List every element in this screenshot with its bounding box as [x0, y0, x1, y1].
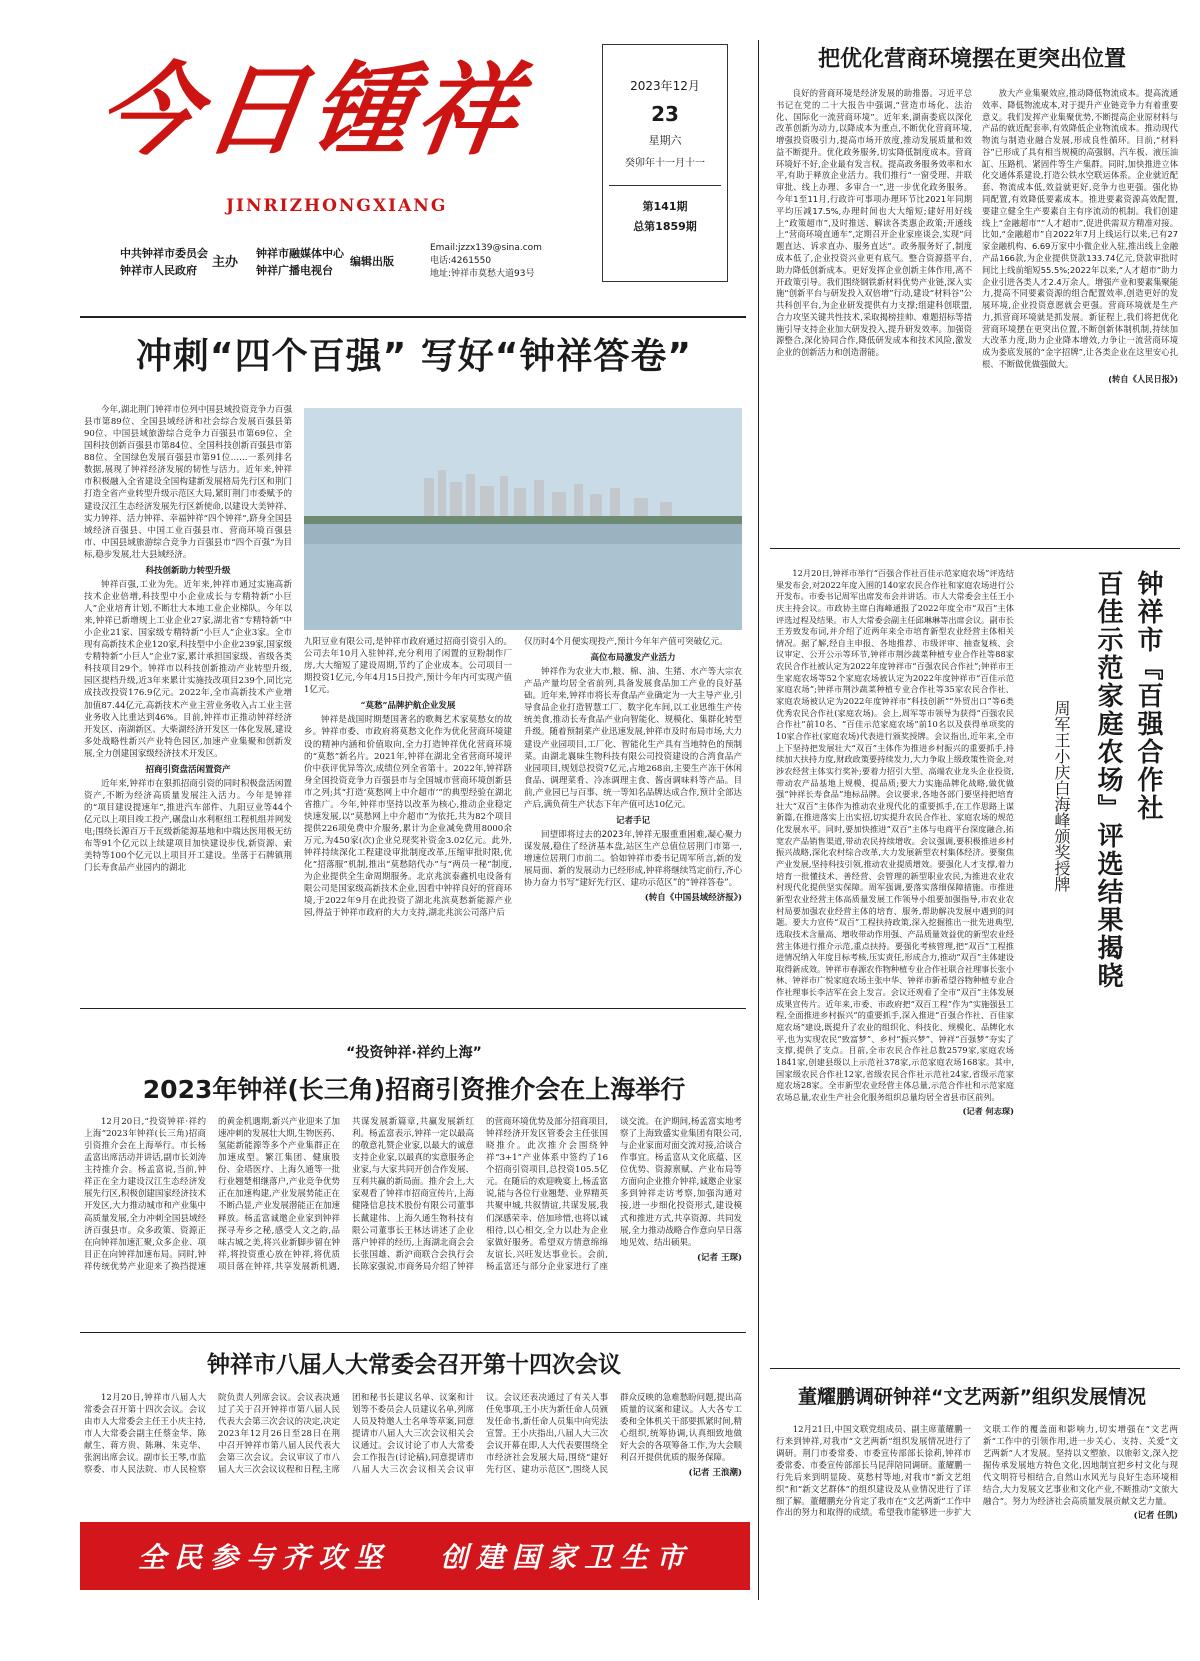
sponsor-label: 主办 — [212, 254, 239, 270]
top-right-headline: 把优化营商环境摆在更突出位置 — [817, 47, 1126, 72]
top-right-rule — [770, 548, 1180, 549]
masthead-logo: 今日锺祥 — [91, 51, 532, 169]
investment-headline: 2023年钟祥(长三角)招商引资推介会在上海举行 — [142, 1075, 686, 1104]
issue-weekday: 星期六 — [648, 134, 682, 147]
right-story-headline-1: 钟祥市『百强合作社 — [1133, 570, 1163, 822]
sponsor-gov: 钟祥市人民政府 — [120, 263, 197, 277]
top-right-col2: 放大产业集聚效应,推动降低物流成本。提高流通效率、降低物流成本,对于提升产业链竞争力有着重要意义。我们发挥产业集聚优势,不断提高企业原材料与产品的就近配套率,有效降低企业物流成本。推动现代物流与制造业融合发展,形成良性循环。目前,“材料谷”已形成了具有相当规模的高强钢、汽车板、液压油缸、压路机、紧固件等生产集群。同时,加快推进立体化交通体系建设,打造公铁水空联运体系。企业就近配套、物流成本低,效益就更好,竞争力也更强。强化协同配置,有效降低要素成本。推进要素资源高效配置,要建立健全生产要素自主有序流动的机制。我们创建线上“金融超市”“人才超市”,促进供需双方精准对接。比如,“金融超市”自2022年7月上线运行以来,已有27家金融机构、6.69万家中小微企业入驻,推出线上金融产品166款,为企业提供贷款133.74亿元,贷款审批时间比上线前缩短55.5%;2022年以来,“人才超市”助力企业引进各类人才2.4万余人。增强产业和要素集聚能力,提高不同要素资源的组合配置效率,创造更好的发展环境,企业投资意愿就会更强。营商环境就是生产力,抓营商环境就是抓发展。新征程上,我们将把优化营商环境摆在更突出位置,不断创新体制机制,持续加大改革力度,助力企业降本增效,力争让一流营商环境成为娄底发展的“金字招牌”,让各类企业在这里安心扎根、不断做优做强做大。 (转自《人民日报》) — [982, 88, 1178, 384]
main-sub1: 科技创新助力转型升级 — [145, 565, 231, 576]
masthead-pinyin: JINRIZHONGXIANG — [226, 196, 448, 216]
top-right-source: (转自《人民日报》) — [1108, 373, 1178, 384]
contact-email: Email:jzzx139@sina.com — [430, 243, 542, 253]
main-bottom-rule — [80, 1008, 746, 1009]
investment-rule — [80, 1332, 746, 1333]
issue-day: 23 — [651, 102, 679, 126]
main-sub3: “莫愁”品牌护航企业发展 — [360, 701, 456, 712]
publisher-tv: 钟祥广播电视台 — [256, 263, 334, 277]
main-col3: 仅历时4个月便实现投产,预计今年年产值可突破亿元。 高位布局激发产业活力 钟祥作为农业大市,粮、棉、油、生猪、水产等大宗农产品产量均居全省前列,具备发展食品加工产业的良好基础。近年来,钟祥市将长寿食品产业确定为一大主导产业,引导食品企业打造智慧工厂、数字化车间,以工业思维生产传统美食,推动长寿食品产业向智能化、规模化、集群化转型升级。随着预制菜产业迅速发展,钟祥市及时布局市场,大力建设产业园项目,工厂化、智能化生产具有当地特色的预制菜。由湖北襄味生物科技有限公司投资建设的合湾食品产业园项目,规划总投资7亿元,占地268亩,主要生产冻干休闲食品、调理菜肴、冷冻调理主食、酱卤调味料等产品。目前,产业园已与百事、统一等知名品牌达成合作,预计全部达产后,满负荷生产状态下年产值可达10亿元。 记者手记 回望即将过去的2023年,钟祥无服重重困难,凝心聚力谋发展,稳住了经济基本盘,站区生产总值位居荆门市第一,增速位居荆门市前二。恰如钟祥市委书记周军所言,新的发展局面、新的发展动力已经形成,钟祥将继续笃定前行,齐心协力奋力书写“建好先行区、建功示范区”的“钟祥答卷”。 (转自《中国县域经济报》) — [524, 637, 742, 904]
bottom-slogan-banner — [80, 1522, 750, 1590]
npc-body: 12月20日,钟祥市八届人大常委会召开第十四次会议。会议由市人大常委会主任王小庆主持,市人大常委会副主任蔡金华、陈献生、蒋方贵、陈琳、朱克华、张润出席会议。副市长王琴,市监察委、市人民法院、市人民检察院负责人列席会议。会议表决通过了关于召开钟祥市第八届人民代表大会第三次会议的决定,决定2023年12月26日至28日在荆中召开钟祥市第八届人民代表大会第三次会议。会议审议了市八届人大三次会议议程和日程,主席团和秘书长建议名单、议案和计划等不委员会人员建议名单,列席人员及特邀人士名单等草案,同意提请市八届人大三次会议相关会议通过。会议讨论了市人大常委会工作报告(讨论稿),同意提请市八届人大三次会议相关会议审议。会议还表决通过了有关人事任免事项,王小庆为新任命人员颁发任命书,新任命人员集中向宪法宣誓。王小庆指出,八届人大三次会议开幕在即,人大代表要围绕全市经济社会发展大局,围绕“建好先行区、建功示范区”,围绕人民群众反映的急难愁盼问题,提出高质量的议案和建议。人大各专工委和全体机关干部要抓紧时间,精心组织,统筹协调,认真细致地做好大会的各项筹备工作,为大会顺利召开提供优质的服务保障。 (记者 王浪潮) — [84, 1393, 742, 1479]
skyline-illustration — [304, 408, 742, 630]
right-story-rule — [770, 1368, 1180, 1369]
investment-kicker: “投资钟祥·祥约上海” — [346, 1045, 482, 1061]
contact-address: 地址:钟祥市莫愁大道93号 — [430, 269, 535, 280]
investment-body: 12月20日,“投资钟祥·祥约上海”2023年钟祥(长三角)招商引资推介会在上海举行。市长杨孟富出席活动并讲话,副市长刘涛主持推介会。杨孟富说,当前,钟祥正在全力建设汉江生态经济发展先行区,积极创建国家经济技术开发区,大力推动城市和产业集中高质量发展,全力冲刺全国县域经济百强县市。众多政策、资源正在向钟祥加速汇聚,众多企业、项目正在向钟祥加速布局。同时,钟祥传统优势产业迎来了换挡提速的黄金机遇期,新兴产业迎来了加速冲刺的发展壮大期,生物医药、氢能新能源等多个产业集群正在加速成型。繁江集团、健康股份、金塔医疗、上海久通等一批行业翘楚相继落户,产业竞争优势正在加速构建,产业发展势能正在不断凸显,产业发展潜能正在加速释放。杨孟富诚邀企业家到钟祥探寻寿乡之秘,感受人文之韵,品味古城之美,将兴业新脚步留在钟祥,将投资重心放在钟祥,将优质项目落在钟祥,共享发展新机遇,共谋发展新篇章,共赢发展新红利。杨孟富表示,钟祥一定以最高的敬意礼赞企业家,以最大的诚意支持企业家,以最真的实意服务企业家,与大家共同开创合作发展、互利共赢的新局面。推介会上,大家观看了钟祥市招商宣传片,上海健隆信息技术股份有限公司董事长戴建伟、上海久通生物科技有限公司董事长王林达讲述了企业落户钟祥的经历,上海湖北商会会长张国雄、新沪商联合会执行会长陈家强说,市商务局介绍了钟祥的营商环境优势及部分招商项目,钟祥经济开发区管委会主任张国晓推介。此次推介会围绕钟祥“3+1”产业体系中签约了16个招商引资项目,总投资105.5亿元。在随后的欢迎晚宴上,杨孟富说,能与各位行业翘楚、业界精英共聚申城,共叙情谊,共谋发展,我们深感荣幸、倍加珍惜,也将以诚相待,以心相交,全力以赴为企业家做好服务。希望双方情意绵绵友谊长,兴旺发达事业长。会前,杨孟富还与部分企业家进行了座谈交流。在沪期间,杨孟富实地考察了上海致盛实业集团有限公司,与企业家面对面交流对接,洽谈合作事宜。杨孟富从文化底蕴、区位优势、资源禀赋、产业布局等方面向企业推介钟祥,诚邀企业家多到钟祥走访考察,加强沟通对接,进一步细化投资形式,建设模式和推进方式,共享资源、共同发展,全力推动战略合作意向早日落地见效、结出硕果。 (记者 王琛) — [84, 1117, 742, 1272]
sponsor-block — [120, 246, 394, 279]
main-col2: 九阳豆业有限公司,是钟祥市政府通过招商引资引入的。公司去年10月入驻钟祥,充分利用了闲置的豆粉制作厂房,大大缩短了建设周期,节约了企业成本。公司项目一期投资1亿元,今年4月15日投产,预计今年内可实现产值1亿元。 “莫愁”品牌护航企业发展 钟祥是战国时期楚国著名的歌舞艺术家莫愁女的故乡。钟祥市委、市政府将莫愁文化作为优化营商环境建设的精神内涵和价值取向,全力打造钟祥优化营商环境的“莫愁”新名片。2021年,钟祥在湖北全省营商环境评价中获评优异等次,成绩位列全省第十。2022年,钟祥跻身全国投资竞争力百强县市与全国城市营商环境创新县市之列;其“打造‘莫愁网上中介超市’”的典型经验在湖北省推广。今年,钟祥市坚持以改革为核心,推动企业稳定快速发展,以“莫愁网上中介超市”为依托,共为82个项目提供226项免费中介服务,累计为企业减免费用8000余万元,为450家(次)企业兑现奖补资金3.02亿元。此外,钟祥持续深化工程建设审批制度改革,压缩审批时限,优化“招落服”机制,推出“莫愁陪代办”与“两员一秘”制度,为企业提供全生命周期服务。北京兆滨泰鑫机电设备有限公司是国家级高新技术企业,因看中钟祥良好的营商环境,于2022年9月在此投资了湖北兆滨莫愁新能源产业园,得益于钟祥市政府的大力支持,湖北兆滨公司落户后 — [304, 637, 512, 919]
right-story-byline: (记者 何志琛) — [962, 1106, 1014, 1117]
main-headline: 冲刺“四个百强” 写好“钟祥答卷” — [135, 336, 693, 377]
culture-body: 12月21日,中国文联党组成员、副主席董耀鹏一行来到钟祥,对我市“文艺两新”组织发展情况进行了调研。荆门市委常委、市委宣传部部长徐莉,钟祥市委常委、市委宣传部部长马昆萍陪同调研。董耀鹏一行先后来到明显陵、莫愁村等地,对我市“新文艺组织”和“新文艺群体”的组织建设及从业情况进行了详细了解。董耀鹏充分肯定了我市在“文艺两新”工作中作出的努力和取得的成绩。希望我市能够进一步扩大文联工作的覆盖面和影响力,切实增强在“文艺两新”工作中的引领作用,进一步关心、支持、关爱“文艺两新”人才发展。坚持以文塑旅、以旅彰文,深入挖掘传承发展地方特色文化,因地制宜把乡村文化与现代文明符号相结合,自然山水风光与良好生态环境相结合,大力发展文艺事业和文化产业,不断推动“文旅大融合”。努力为经济社会高质量发展贡献文艺力量。 (记者 任凯) — [776, 1424, 1178, 1521]
main-col1: 今年,湖北荆门钟祥市位列中国县域投资竞争力百强县市第89位、全国县域经济和社会综合发展百强县第90位、中国县域旅游综合竞争力百强县市第69位、全国科技创新百强县市第84位、全国科技创新百强县市第88位、全国绿色发展百强县市第91位……一系列排名数据,展现了钟祥经济发展的韧性与活力。近年来,钟祥市积极融入全省建设全国构建新发展格局先行区和荆门打造全省产业转型升级示范区大局,紧盯荆门市委赋予的建设汉江生态经济发展先行区新使命,以建设大美钟祥、实力钟祥、活力钟祥、幸福钟祥“四个钟祥”,跻身全国县域经济百强县、中国工业百强县市、营商环境百强县市、中国县域旅游综合竞争力百强县市“四个百强”为目标,稳步发展,壮大县域经济。 科技创新助力转型升级 钟祥百强,工业为先。近年来,钟祥市通过实施高新技术企业倍增,科技型中小企业成长与专精特新“小巨人”企业培育计划,不断壮大本地工业企业梯队。今年以来,钟祥已新增规上工业企业27家,湖北省“专精特新”中小企业21家、国家级专精特新“小巨人”企业3家。全市现有高新技术企业120家,科技型中小企业239家,国家级专精特新“小巨人”企业7家,累计承担国家级、省级各类科技项目29个。钟祥市以科技创新推动产业转型升级,园区提档升级,近3年来累计实施技改项目239个,同比完成技改投资176.9亿元。2022年,全市高新技术产业增加值87.44亿元,高新技术产业主营业务收入占工业主营业务收入比重达到46%。目前,钟祥市正推动钟祥经济开发区、南湖新区、大柴湖经济开发区一体化发展,建设多处战略性新兴产业特色园区,加速产业集聚和创新发展,全力创建国家级经济技术开发区。 招商引资盘活闲置资产 近年来,钟祥市在狠抓招商引资的同时积极盘活闲置资产,不断为经济高质量发展注入活力。今年是钟祥的“项目建设提速年”,推进汽车部件、九阳豆业等44个亿元以上项目竣工投产,碾盘山水利枢纽工程机组并网发电;围绕长源百万千瓦级新能源基地和中瑞达医用极无纺布等91个亿元以上续建项目加快建设步伐,新资源、索美特等100个亿元以上项目开工建设。坐落于石牌镇荆门长寿食品产业园内的湖北 — [84, 405, 292, 874]
slogan-right: 创建国家卫生市 — [440, 1541, 693, 1574]
publisher-media: 钟祥市融媒体中心 — [256, 247, 345, 260]
main-note-heading: 记者手记 — [615, 815, 650, 826]
contact-block — [430, 242, 542, 281]
issue-date: 2023年12月 — [630, 79, 700, 93]
npc-headline: 钟祥市八届人大常委会召开第十四次会议 — [207, 1352, 621, 1378]
issue-lunar: 癸卯年十一月十一 — [625, 158, 705, 169]
date-box — [602, 44, 728, 282]
main-sub2: 招商引资盘活闲置资产 — [145, 764, 231, 775]
right-story-headline-2: 百佳示范家庭农场』评选结果揭晓 — [1093, 570, 1123, 990]
contact-phone: 电话:4261550 — [430, 256, 492, 267]
column-divider — [758, 40, 759, 1600]
npc-byline: (记者 王浪潮) — [688, 1468, 742, 1479]
culture-byline: (记者 任凯) — [1133, 1510, 1178, 1521]
slogan-left: 全民参与齐攻坚 — [137, 1541, 390, 1574]
right-story-subhead: 周军王小庆白海峰颁奖授牌 — [1052, 700, 1071, 892]
right-story-body: 12月20日,钟祥市举行“百强合作社百佳示范家庭农场”评选结果发布会,对2022年度入围的140家农民合作社和家庭农场进行公开发布。市委书记周军出席发布会并讲话。市人大常委会主任王小庆主持会议。市政协主席白海峰通报了2022年度全市“双百”主体评选过程及结果。市人大常委会副主任邱琳琳等出席会议。副市长王芳致发布词,并介绍了近两年来全市培育新型农业经营主体相关情况。据了解,经自主申报、各地推荐、市级评审、抽查复核、会议审定、公开公示等环节,钟祥市荆沙蔬菜种植专业合作社等88家农民合作社被认定为2022年度钟祥市“百强农民合作社”;钟祥市王生家庭农场等52个家庭农场被认定为2022年度钟祥市“百佳示范家庭农场”;钟祥市荆沙蔬菜种植专业合作社等35家农民合作社、家庭农场被认定为2022年度钟祥市“科技创新”“外贸出口”等6类优秀农民合作社(家庭农场)。会上,周军等市领导为获得“百强农民合作社”前10名、“百佳示范家庭农场”前10名以及获得单项奖的10家合作社(家庭农场)代表进行颁奖授牌。会议指出,近年来,全市上下坚持把发展壮大“双百”主体作为推进乡村振兴的重要抓手,持续加大扶持力度,财政政策要持续发力,大力争取上级政策性资金,对涉农经营主体实行奖补;要着力招引大型、高端农业龙头企业投资,带动农产品基地上规模、提品质;要大力实施品牌化战略,做优做强“钟祥长寿食品”地标品牌。会议要求,各地各部门要坚持把培育壮大“双百”主体作为推动农业现代化的重要抓手,在工作思路上谋新篇,在推进落实上出实招,切实提升农民合作社、家庭农场的规范化发展水平。同时,要加快推进“双百”主体与电商平台深度融合,拓宽农产品销售渠道,带动农民持续增收。会议强调,要积极推进乡村振兴战略,深化农村综合改革,大力发展新型农村集体经济。要聚焦产业发展,坚持科技引领,推动农业提质增效。要强化人才支撑,着力培育一批懂技术、善经营、会管理的新型职业农民,为推进农业农村现代化提供坚实保障。周军强调,要落实落细保障措施。市推进新型农业经营主体高质量发展工作领导小组要加强指导,市农业农村局要加强农业经营主体的培育、服务,帮助解决发展中遇到的问题。要大力宣传“双百”工程扶持政策,深入挖掘推出一批先进典型,选取技术含量高、增收带动作用强、产品质量效益优的新型农业经营主体进行推介示范,重点扶持。要强化考核管理,把“双百”工程推进情况纳入年度目标考核,压实责任,形成合力,推动“双百”主体建设取得新成效。钟祥市春源农作物种植专业合作社联合社理事长张小林、钟祥市广悦家庭农场主张中华、钟祥市新希望谷物种植专业合作社理事长李洁军在会上发言。会议还观看了全市“双百”主体发展成果宣传片。近年来,市委、市政府把“双百工程”作为“实施强县工程,全面推进乡村振兴”的重要抓手,深入推进“百强合作社、百佳家庭农场”建设,既提升了农业的组织化、科技化、规模化、品牌化水平,也为实现农民“致富梦”、乡村“振兴梦”、钟祥“百强梦”夯实了支撑,提供了支点。目前,全市农民合作社总数2579家,家庭农场1841家,创建县级以上示范社378家,示范家庭农场168家。其中,国家级农民合作社12家,省级农民合作社示范社24家,省级示范家庭农场28家。全市新型农业经营主体总量,示范合作社和示范家庭农场总量,农业生产社会化服务组织总量均居全省县市区前列。 (记者 何志琛) — [776, 568, 1014, 1117]
publisher-label: 编辑出版 — [350, 255, 395, 269]
sponsor-party: 中共钟祥市委员会 — [120, 247, 208, 260]
issue-number: 第141期 — [642, 200, 688, 213]
investment-byline: (记者 王琛) — [696, 1252, 742, 1263]
masthead-rule — [80, 316, 746, 318]
culture-headline: 董耀鹏调研钟祥“文艺两新”组织发展情况 — [798, 1386, 1146, 1408]
main-sub4: 高位布局激发产业活力 — [590, 653, 676, 664]
issue-total: 总第1859期 — [633, 220, 697, 233]
top-right-col1: 良好的营商环境是经济发展的助推器。习近平总书记在党的二十大报告中强调,“营造市场化、法治化、国际化一流营商环境”。近年来,湖南娄底以深化改革创新为动力,以降成本为重点,不断优化营商环境,增强投资吸引力,提高市场开放度,推动发展质量和效益不断提升。优化政务服务,切实降低制度成本。营商环境好不好,企业最有发言权。提高政务服务效率和水平,有助于释放企业活力。我们推行“一窗受理、并联审批、线上办理、多审合一”,进一步优化政务服务。今年1至11月,行政许可事项办理环节比2021年同期平均压减17.5%,办理时间也大大缩短;建好用好线上“政策超市”,及时推送、解读各类惠企政策;开通线上“营商环境直通车”,定期召开企业家座谈会,实现“问题直达、诉求直办、服务直达”。政务服务好了,制度成本低了,企业投资兴业更有底气。整合资源搭平台,助力降低创新成本。更好发挥企业创新主体作用,离不开政策引导。我们围绕钢铁新材料优势产业链,深入实施“创新平台与研发投入双倍增”行动,建设“材料谷”公共科创平台,为企业研发提供有力支撑;组建科创联盟,合力攻坚关键共性技术,采取揭榜挂帅、难题招标等措施引导支持企业加大研发投入,提升研发效率。加强资源整合,深化协同合作,降低研发成本和技术风险,激发企业的创新活力和创造潜能。 — [776, 88, 972, 358]
city-skyline-photo — [304, 408, 742, 630]
main-source: (转自《中国县域经济报》) — [644, 893, 742, 904]
